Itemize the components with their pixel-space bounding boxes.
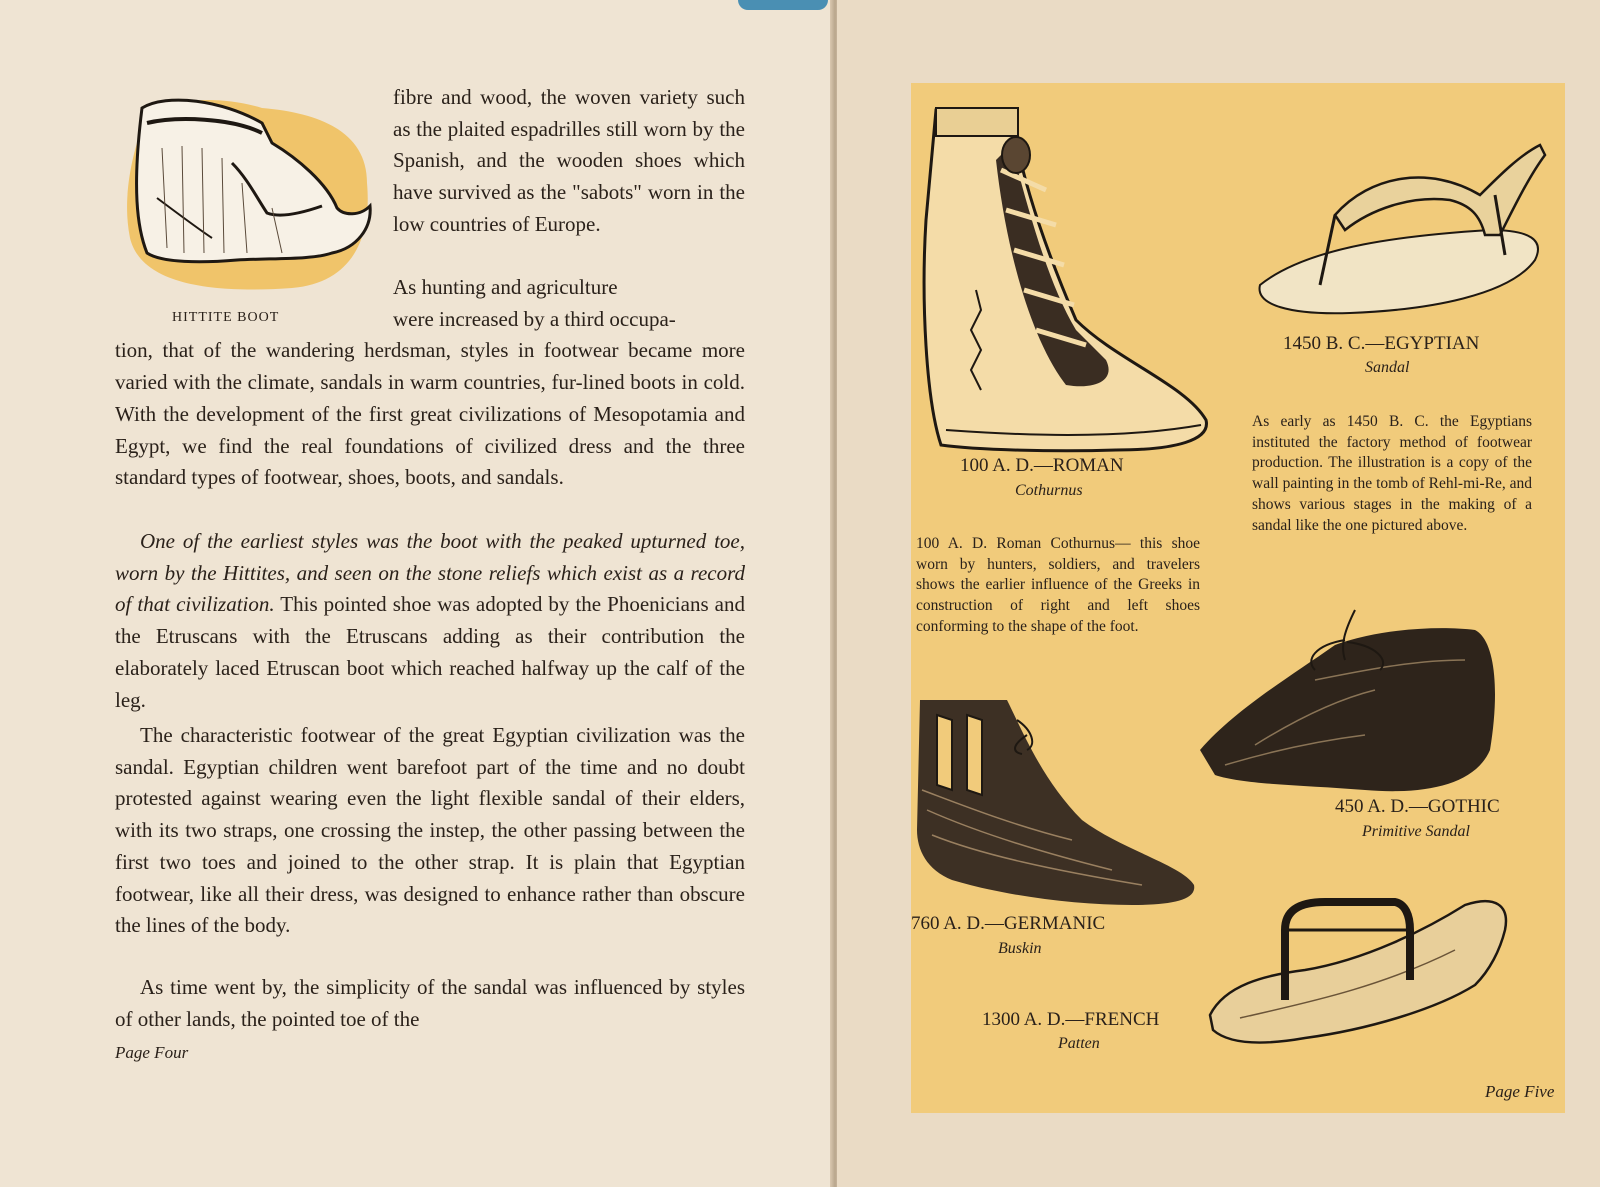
roman-title: 100 A. D.—ROMAN (960, 455, 1124, 476)
french-subtitle: Patten (1058, 1035, 1100, 1052)
paragraph-2-rest: tion, that of the wandering herdsman, styles in footwear became more varied with the climate, sandals in warm countries, fur-lined boots in cold. With the development of the first great civilizations of Mesopotamia and Egypt, we find the real foundations of civilized dress and the three standard types of footwear, shoes, boots, and sandals. (115, 338, 745, 490)
paragraph-5: As time went by, the simplicity of the sandal was influenced by styles of other lands, the pointed toe of the (115, 975, 745, 1031)
french-patten-illustration (1205, 890, 1515, 1055)
paragraph-4: The characteristic footwear of the great Egyptian civilization was the sandal. Egyptian children went barefoot part of the time and no doubt protested against wearing even the light flexible sandal of their elders, with its two straps, one crossing the instep, the other passing between the first two toes and joined to the other strap. It is plain that Egyptian footwear, like all their dress, was designed to enhance rather than obscure the lines of the body. (115, 723, 745, 938)
gothic-subtitle: Primitive Sandal (1362, 823, 1470, 840)
egyptian-subtitle: Sandal (1365, 359, 1410, 376)
paragraph-1: fibre and wood, the woven variety such as the plaited espadrilles still worn by the Spanish, and the wooden shoes which have survived as the "sabots" worn in the low countries of Europe. (393, 85, 745, 236)
paragraph-2 (115, 272, 745, 494)
cover-edge (738, 0, 828, 10)
roman-description: 100 A. D. Roman Cothurnus— this shoe worn by hunters, soldiers, and travelers shows the earlier influence of the Greeks in construction of right and left shoes conforming to the shape of the foot. (916, 535, 1200, 635)
gothic-title: 450 A. D.—GOTHIC (1335, 796, 1500, 817)
hittite-boot-illustration (122, 88, 382, 293)
egyptian-description: As early as 1450 B. C. the Egyptians instituted the factory method of footwear production. The illustration is a copy of the wall painting in the tomb of Rehl-mi-Re, and shows various stages in the making of a sandal like the one pictured above. (1252, 413, 1532, 534)
paragraph-2-lead-1: As hunting and agriculture (393, 275, 618, 299)
roman-cothurnus-illustration (916, 100, 1216, 455)
roman-subtitle: Cothurnus (1015, 482, 1083, 499)
paragraph-2-lead-2: were increased by a third occupa- (393, 306, 676, 331)
germanic-title: 760 A. D.—GERMANIC (911, 913, 1106, 934)
egyptian-sandal-illustration (1250, 135, 1550, 315)
hittite-boot-caption: HITTITE BOOT (172, 310, 280, 325)
paragraph-3-rest: This pointed shoe was adopted by the Phoenicians and the Etruscans with the Etruscans adding as their contribution the elaborately laced Etruscan boot which reached halfway up the calf of the leg. (115, 592, 745, 712)
french-title: 1300 A. D.—FRENCH (982, 1009, 1160, 1030)
germanic-subtitle: Buskin (998, 940, 1042, 957)
egyptian-title: 1450 B. C.—EGYPTIAN (1283, 333, 1480, 354)
paragraph-3-italic: One of the earliest styles was the boot with the peaked upturned toe, worn by the Hittites, and seen on the stone reliefs which exist as a record of that civilization. (115, 529, 745, 617)
page-number-right: Page Five (1485, 1082, 1555, 1101)
germanic-buskin-illustration (912, 690, 1197, 910)
page-number-left: Page Four (115, 1043, 189, 1062)
gothic-sandal-illustration (1195, 600, 1505, 800)
paragraph-3 (115, 526, 745, 716)
